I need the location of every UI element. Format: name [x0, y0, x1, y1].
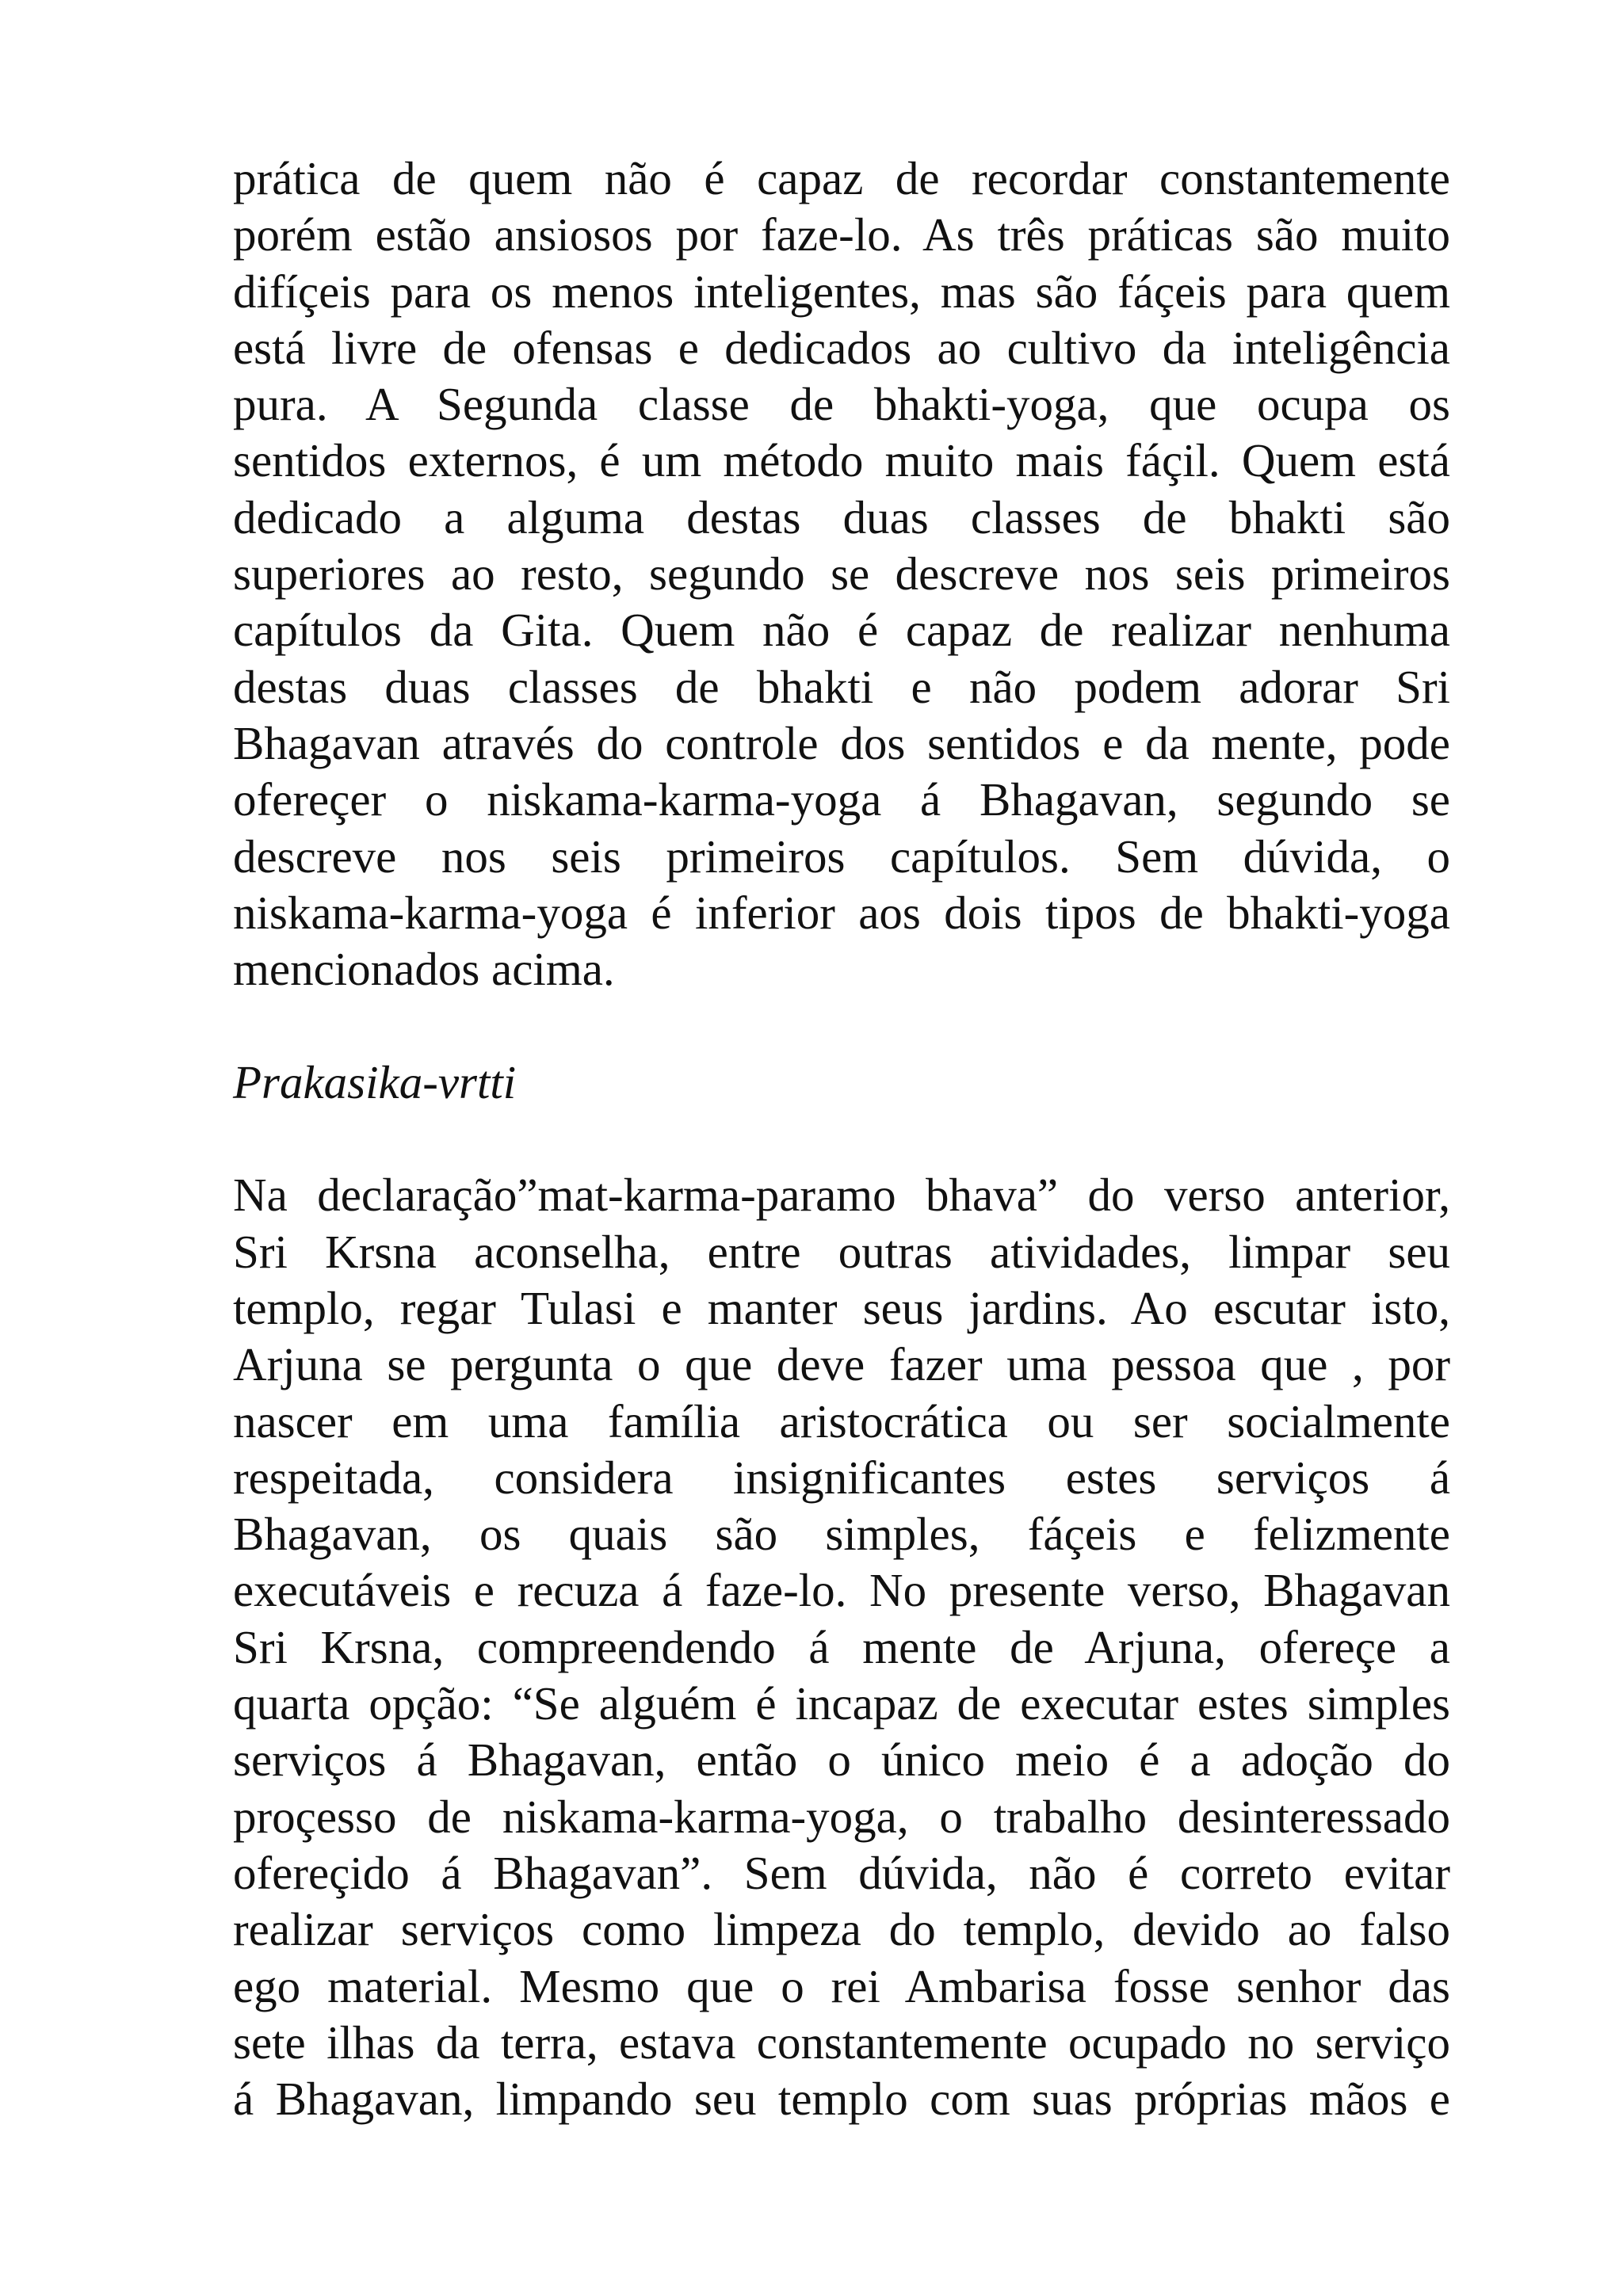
text-line: dedicado a alguma destas duas classes de bhakti são [233, 490, 1450, 543]
paragraph-commentary [233, 151, 1450, 997]
text-line: proçesso de niskama-karma-yoga, o trabalho desinteressado [233, 1790, 1450, 1843]
text-line: pura. A Segunda classe de bhakti-yoga, que ocupa os [233, 378, 1450, 431]
text-line: porém estão ansiosos por faze-lo. As três práticas são muito [233, 208, 1450, 261]
paragraph-prakasika-vrtti [233, 1167, 1450, 2127]
text-line: capítulos da Gita. Quem não é capaz de realizar nenhuma [233, 604, 1450, 657]
text-line: Sri Krsna aconselha, entre outras atividades, limpar seu [233, 1225, 1450, 1278]
text-column [233, 151, 1450, 2127]
text-line: superiores ao resto, segundo se descreve nos seis primeiros [233, 547, 1450, 601]
text-line: mencionados acima. [233, 943, 615, 996]
text-line: ofereçido á Bhagavan”. Sem dúvida, não é correto evitar [233, 1846, 1450, 1899]
text-line: sete ilhas da terra, estava constantemente ocupado no serviço [233, 2016, 1450, 2069]
text-line: executáveis e recuza á faze-lo. No presente verso, Bhagavan [233, 1564, 1450, 1617]
text-line: está livre de ofensas e dedicados ao cultivo da inteligência [233, 321, 1450, 374]
text-line: templo, regar Tulasi e manter seus jardins. Ao escutar isto, [233, 1281, 1450, 1334]
text-line: respeitada, considera insignificantes estes serviços á [233, 1451, 1450, 1504]
text-line: sentidos externos, é um método muito mais fáçil. Quem está [233, 434, 1450, 487]
text-line: Bhagavan através do controle dos sentidos e da mente, pode [233, 716, 1450, 769]
text-line: á Bhagavan, limpando seu templo com suas próprias mãos e [233, 2073, 1450, 2126]
text-line: serviços á Bhagavan, então o único meio é a adoção do [233, 1733, 1450, 1787]
text-line: Bhagavan, os quais são simples, fáçeis e felizmente [233, 1508, 1450, 1561]
text-line: quarta opção: “Se alguém é incapaz de executar estes simples [233, 1677, 1450, 1730]
text-line: niskama-karma-yoga é inferior aos dois tipos de bhakti-yoga [233, 886, 1450, 939]
text-line: destas duas classes de bhakti e não podem adorar Sri [233, 660, 1450, 713]
text-line: ego material. Mesmo que o rei Ambarisa fosse senhor das [233, 1959, 1450, 2012]
text-line: Sri Krsna, compreendendo á mente de Arjuna, ofereçe a [233, 1620, 1450, 1673]
text-line: prática de quem não é capaz de recordar constantemente [233, 152, 1450, 204]
text-line: nascer em uma família aristocrática ou ser socialmente [233, 1394, 1450, 1447]
section-heading: Prakasika-vrtti [233, 1055, 517, 1108]
text-line: ofereçer o niskama-karma-yoga á Bhagavan, segundo se [233, 773, 1450, 826]
text-line: Na declaração”mat-karma-paramo bhava” do verso anterior, [233, 1169, 1450, 1222]
text-line: descreve nos seis primeiros capítulos. Sem dúvida, o [233, 830, 1450, 883]
text-line: realizar serviços como limpeza do templo, devido ao falso [233, 1903, 1450, 1956]
text-line: difíçeis para os menos inteligentes, mas são fáçeis para quem [233, 265, 1450, 318]
text-line: Arjuna se pergunta o que deve fazer uma pessoa que , por [233, 1338, 1450, 1391]
